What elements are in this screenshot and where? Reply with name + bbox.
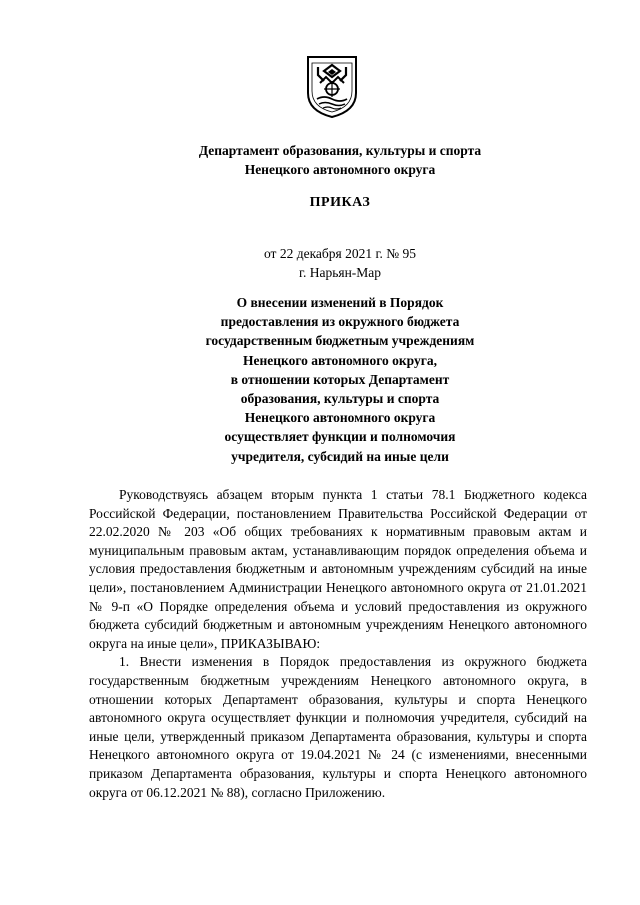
department-line-1: Департамент образования, культуры и спорта — [198, 143, 482, 158]
preamble-paragraph: Руководствуясь абзацем вторым пункта 1 статьи 78.1 Бюджетного кодекса Российской Федерации, постановлением Правительства Российской Федерации от 22.02.2020 № 203 «Об общих требованиях к нормативным правовым актам и муниципальным правовым актам, устанавливающим порядок определения объема и условия предоставления бюджетным и автономным учреждениям субсидий на иные цели», постановлением Администрации Ненецкого автономного округа от 21.01.2021 № 9-п «О Порядке определения объема и условий предоставления из окружного бюджета субсидий бюджетным и автономным учреждениям Ненецкого автономного округа на иные цели», ПРИКАЗЫВАЮ: — [89, 487, 587, 651]
date-and-place — [80, 244, 600, 282]
subject-line: Ненецкого автономного округа, — [243, 352, 437, 368]
subject-line: Ненецкого автономного округа — [244, 410, 436, 426]
subject-line: в отношении которых Департамент — [230, 371, 450, 387]
subject-line: государственным бюджетным учреждениям — [205, 333, 475, 349]
subject-line: предоставления из окружного бюджета — [220, 314, 460, 330]
order-date-number: от 22 декабря 2021 г. № 95 — [263, 246, 417, 261]
subject-line: О внесении изменений в Порядок — [236, 295, 444, 310]
subject-line: образования, культуры и спорта — [240, 391, 440, 407]
subject-line: осуществляет функции и полномочия — [224, 429, 456, 445]
place-of-issue: г. Нарьян-Мар — [298, 265, 382, 280]
department-line-2: Ненецкого автономного округа — [244, 162, 436, 177]
order-body — [89, 486, 587, 802]
clause-1-paragraph: 1. Внести изменения в Порядок предоставления из окружного бюджета государственным бюджетным учреждениям Ненецкого автономного округа, в отношении которых Департамент образования, культуры и спорта Ненецкого автономного округа осуществляет функции и полномочия учредителя, субсидий на иные цели, утвержденный приказом Департамента образования, культуры и спорта Ненецкого автономного округа от 19.04.2021 № 24 (с изменениями, внесенными приказом Департамента образования, культуры и спорта Ненецкого автономного округа от 06.12.2021 № 88), согласно Приложению. — [89, 654, 587, 800]
coat-of-arms-icon — [306, 55, 358, 119]
order-subject — [80, 293, 600, 466]
department-name — [80, 141, 600, 179]
subject-line: учредителя, субсидий на иные цели — [231, 448, 449, 464]
document-type: ПРИКАЗ — [309, 195, 371, 210]
